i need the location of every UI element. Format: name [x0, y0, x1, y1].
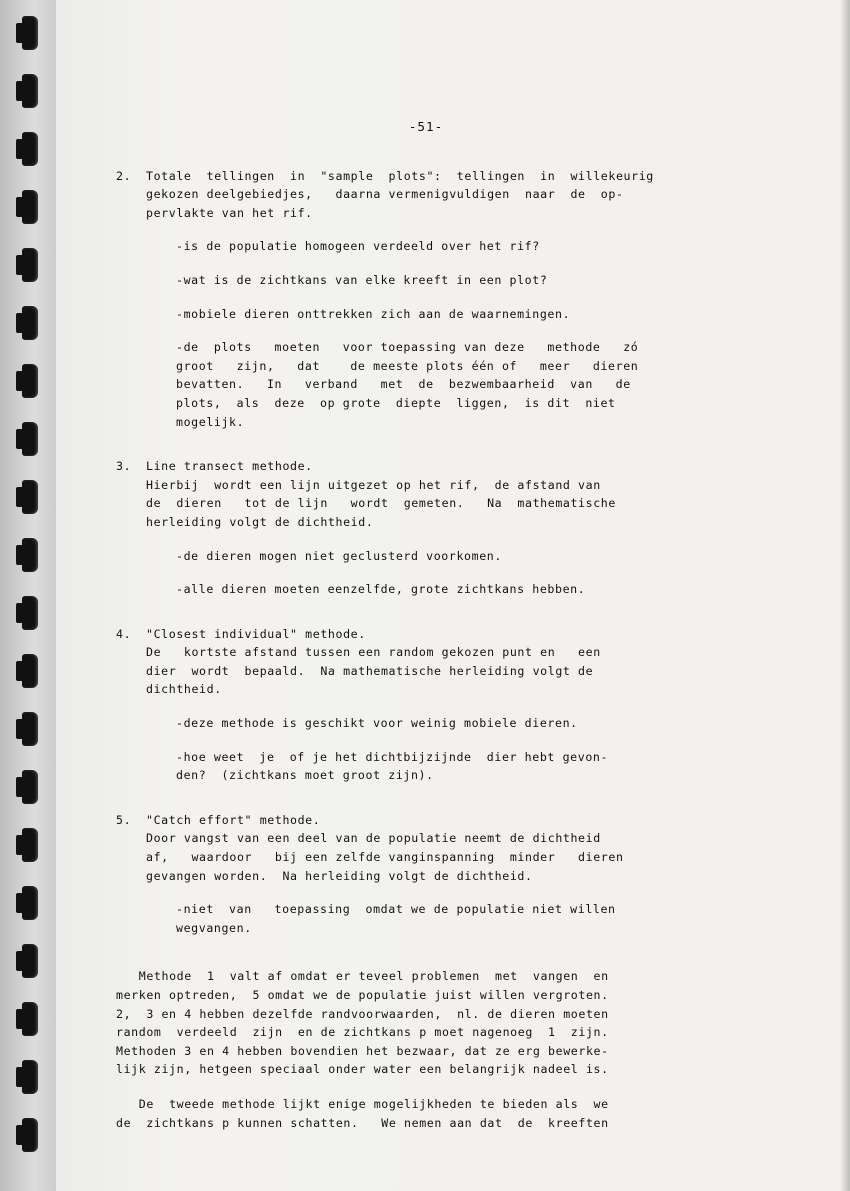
binding-hole — [22, 480, 38, 514]
text-line: dichtheid. — [146, 682, 222, 697]
text-line: -de plots moeten voor toepassing van deze methode zó — [176, 340, 639, 355]
text-line: merken optreden, 5 omdat we de populatie juist willen vergroten. — [116, 988, 609, 1002]
paragraph — [116, 1095, 776, 1132]
text-line: -de dieren mogen niet geclusterd voorkomen. — [176, 548, 502, 563]
binding-hole — [22, 828, 38, 862]
bullet-note — [176, 338, 776, 431]
numbered-item — [116, 625, 776, 807]
text-line: Door vangst van een deel van de populatie neemt de dichtheid — [146, 831, 601, 846]
binding-hole — [22, 538, 38, 572]
binding-hole — [22, 654, 38, 688]
text-line: Hierbij wordt een lijn uitgezet op het rif, de afstand van — [146, 477, 601, 492]
text-line: De tweede methode lijkt enige mogelijkheden te bieden als we — [116, 1096, 609, 1111]
bullet-note — [176, 580, 776, 599]
binding-hole — [22, 190, 38, 224]
text-line: -deze methode is geschikt voor weinig mobiele dieren. — [176, 716, 578, 731]
numbered-item — [116, 811, 776, 952]
bullet-note — [176, 900, 776, 937]
item-number: 4. — [116, 626, 132, 641]
item-text — [146, 811, 776, 885]
numbered-item-list — [116, 167, 776, 952]
binding-hole — [22, 596, 38, 630]
binding-hole — [22, 1118, 38, 1152]
bullet-note — [176, 714, 776, 733]
text-line: mogelijk. — [176, 414, 245, 429]
binding-hole — [22, 770, 38, 804]
numbered-item — [116, 457, 776, 621]
bullet-note — [176, 271, 776, 290]
text-line: -hoe weet je of je het dichtbijzijnde dier hebt gevon- — [176, 749, 609, 764]
item-text — [146, 625, 776, 699]
text-line: Line transect methode. — [146, 459, 313, 474]
binding-hole — [22, 422, 38, 456]
paper-sheet — [56, 0, 850, 1191]
binding-hole — [22, 306, 38, 340]
text-line: Totale tellingen in "sample plots": tellingen in willekeurig — [146, 168, 654, 183]
paragraph — [116, 967, 776, 1079]
page-number: -51- — [408, 119, 444, 134]
text-line: bevatten. In verband met de bezwembaarheid van de — [176, 377, 631, 392]
spacer — [116, 599, 776, 621]
text-line: groot zijn, dat de meeste plots één of meer dieren — [176, 358, 639, 373]
binding-hole — [22, 1060, 38, 1094]
bullet-note — [176, 305, 776, 324]
text-line: plots, als deze op grote diepte liggen, is dit niet — [176, 395, 616, 410]
binding-hole — [22, 364, 38, 398]
bullet-note — [176, 748, 776, 785]
text-line: de zichtkans p kunnen schatten. We nemen aan dat de kreeften — [116, 1115, 609, 1130]
text-line: lijk zijn, hetgeen speciaal onder water een belangrijk nadeel is. — [116, 1062, 609, 1077]
binding-hole — [22, 1002, 38, 1036]
spacer — [116, 937, 776, 951]
item-text — [146, 457, 776, 531]
text-line: -alle dieren moeten eenzelfde, grote zichtkans hebben. — [176, 582, 586, 597]
item-number: 3. — [116, 459, 132, 474]
binding-hole — [22, 886, 38, 920]
text-line: -mobiele dieren onttrekken zich aan de waarnemingen. — [176, 306, 571, 321]
text-line: 2, 3 en 4 hebben dezelfde randvoorwaarden, nl. de dieren moeten — [116, 1006, 609, 1021]
binding-hole — [22, 132, 38, 166]
item-heading — [116, 457, 776, 531]
item-text — [146, 167, 776, 223]
binding-hole — [22, 74, 38, 108]
item-number: 5. — [116, 812, 132, 827]
spacer — [116, 785, 776, 807]
spacer — [116, 431, 776, 453]
text-line: pervlakte van het rif. — [146, 205, 313, 220]
page-content — [116, 118, 776, 1132]
bullet-note — [176, 237, 776, 256]
text-line: af, waardoor bij een zelfde vanginspanning minder dieren — [146, 850, 624, 865]
text-line: gekozen deelgebiedjes, daarna vermenigvuldigen naar de op- — [146, 187, 624, 202]
text-line: den? (zichtkans moet groot zijn). — [176, 768, 434, 783]
closing-paragraphs — [116, 967, 776, 1132]
text-line: "Closest individual" methode. — [146, 626, 366, 641]
item-heading — [116, 625, 776, 699]
text-line: Methoden 3 en 4 hebben bovendien het bezwaar, dat ze erg bewerke- — [116, 1043, 609, 1058]
text-line: -is de populatie homogeen verdeeld over het rif? — [176, 239, 540, 254]
bullet-note — [176, 547, 776, 566]
page-edge-shadow — [840, 0, 850, 1191]
binding-hole — [22, 712, 38, 746]
text-line: dier wordt bepaald. Na mathematische herleiding volgt de — [146, 663, 594, 678]
text-line: -wat is de zichtkans van elke kreeft in een plot? — [176, 272, 548, 287]
binding-hole — [22, 248, 38, 282]
text-line: gevangen worden. Na herleiding volgt de dichtheid. — [146, 868, 533, 883]
text-line: De kortste afstand tussen een random gekozen punt en een — [146, 645, 601, 660]
text-line: "Catch effort" methode. — [146, 812, 321, 827]
item-number: 2. — [116, 168, 132, 183]
binding-hole — [22, 944, 38, 978]
text-line: herleiding volgt de dichtheid. — [146, 514, 374, 529]
text-line: wegvangen. — [176, 920, 252, 935]
spiral-binding — [0, 0, 56, 1191]
item-heading — [116, 811, 776, 885]
text-line: random verdeeld zijn en de zichtkans p moet nagenoeg 1 zijn. — [116, 1025, 609, 1040]
text-line: -niet van toepassing omdat we de populatie niet willen — [176, 902, 616, 917]
numbered-item — [116, 167, 776, 454]
text-line: Methode 1 valt af omdat er teveel problemen met vangen en — [116, 969, 609, 984]
binding-hole — [22, 16, 38, 50]
item-heading — [116, 167, 776, 223]
text-line: de dieren tot de lijn wordt gemeten. Na mathematische — [146, 496, 616, 511]
